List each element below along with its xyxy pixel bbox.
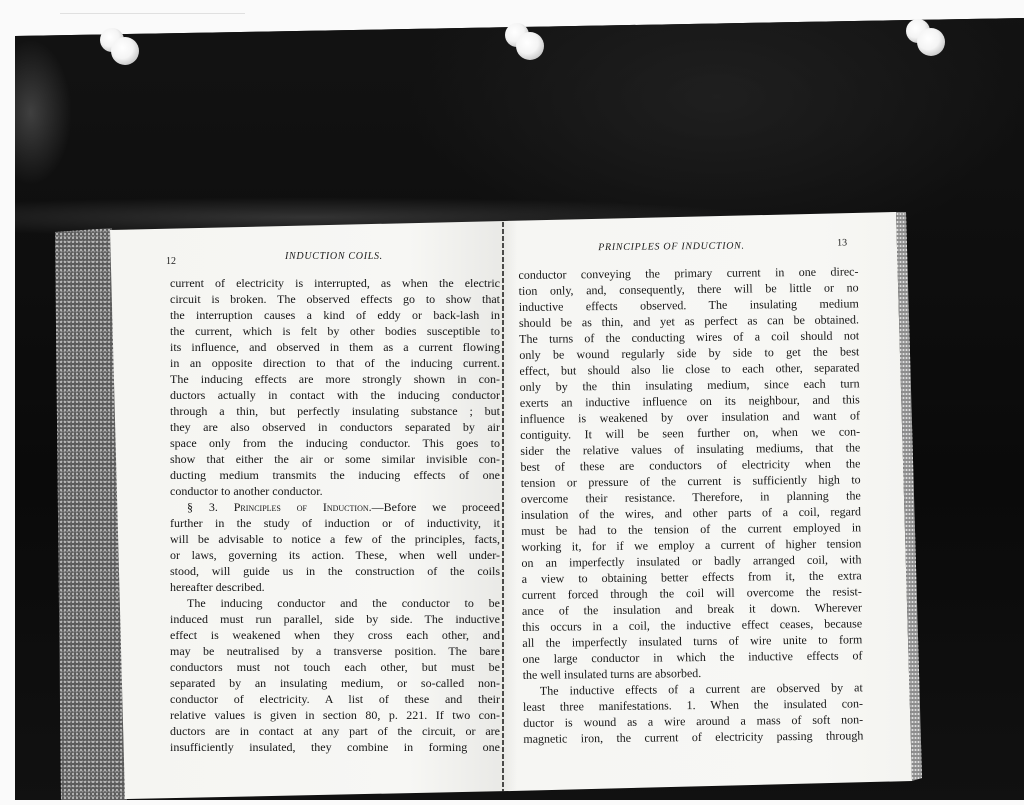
text-line: tion only, and, consequently, there will be little or no bbox=[518, 280, 859, 298]
text-line: all the imperfectly insulated turns of wire unite to form bbox=[522, 632, 863, 650]
text-line: they are also observed in conductors separated by air bbox=[170, 420, 500, 434]
text-line: The inducing conductor and the conductor to be bbox=[187, 596, 500, 610]
text-line: inductive effects observed. The insulating medium bbox=[518, 296, 859, 314]
text-line: on an imperfectly insulated or badly arranged coil, with bbox=[521, 552, 862, 570]
text-line: —Before we proceed bbox=[371, 500, 500, 514]
text-line: must be had to the tension of the current employed in bbox=[521, 520, 862, 538]
text-line: least three manifestations. 1. When the insulated con- bbox=[522, 696, 864, 714]
scan-artifact-line bbox=[60, 13, 245, 14]
page-gutter bbox=[502, 222, 504, 792]
text-line: The inducing effects are more strongly shown in con- bbox=[170, 372, 500, 386]
running-head: PRINCIPLES OF INDUCTION. bbox=[598, 240, 745, 254]
text-line: conductor to another conductor. bbox=[170, 484, 323, 498]
running-head: INDUCTION COILS. bbox=[285, 251, 383, 262]
text-line: should be as thin, and yet as perfect as can be obtained. bbox=[518, 312, 860, 330]
text-line: the interruption causes a kind of eddy or back-lash in bbox=[170, 308, 500, 322]
text-line: working it, for if we employ a current of higher tension bbox=[521, 536, 862, 554]
text-line: current of electricity is interrupted, as when the electric bbox=[170, 276, 500, 290]
text-line: will be advisable to notice a few of the principles, facts, bbox=[170, 532, 500, 546]
text-line: exerts an inductive influence on its neighbour, and this bbox=[519, 392, 860, 410]
text-line: ducting medium transmits the inducing effects of one bbox=[170, 468, 500, 482]
text-line: this occurs in a coil, the inductive effect ceases, because bbox=[522, 616, 863, 634]
section-heading-line bbox=[170, 499, 500, 515]
text-line: induced must run parallel, side by side. The inductive bbox=[170, 612, 500, 626]
text-line: circuit is broken. The observed effects go to show that bbox=[170, 292, 500, 306]
page-number: 12 bbox=[166, 256, 176, 267]
text-line: the current, which is felt by other bodies susceptible to bbox=[170, 324, 500, 338]
text-line: insufficiently insulated, they combine in forming one bbox=[170, 740, 500, 754]
text-line: hereafter described. bbox=[170, 580, 265, 594]
thumbtack-center bbox=[505, 23, 545, 63]
thumbtack-right bbox=[906, 19, 946, 59]
text-line: one large conductor in which the inductive effects of bbox=[522, 648, 863, 666]
text-line: ductors actually in contact with the inducing conductor bbox=[170, 388, 500, 402]
right-page bbox=[510, 226, 886, 770]
text-line: overcome their resistance. Therefore, in planning the bbox=[520, 488, 861, 506]
text-line: the well insulated turns are absorbed. bbox=[522, 666, 702, 682]
text-line: conductor of electricity. A list of these and their bbox=[170, 692, 500, 706]
text-line: ance of the insulation and break it down. Wherever bbox=[521, 600, 863, 618]
text-line: effect is weakened when they cross each other, and bbox=[170, 628, 500, 642]
text-line: ductor is wound as a wire around a mass of soft non- bbox=[523, 712, 864, 730]
text-line: may be neutralised by a transverse position. The bare bbox=[170, 644, 500, 658]
text-line: The turns of the conducting wires of a coil should not bbox=[519, 328, 860, 346]
text-line: tension or pressure of the current is sufficiently high to bbox=[520, 472, 861, 490]
text-line: in an opposite direction to that of the inducing current. bbox=[170, 356, 500, 370]
text-line: only by the thin insulating medium, since each turn bbox=[519, 376, 860, 394]
text-line: best of these are conductors of electricity when the bbox=[520, 456, 861, 474]
text-line: only be wound regularly side by side to get the best bbox=[519, 344, 860, 362]
text-line: show that either the air or some similar invisible con- bbox=[170, 452, 500, 466]
right-page-body bbox=[518, 263, 863, 747]
text-line: conductor conveying the primary current in one direc- bbox=[518, 264, 859, 282]
text-line: conductors must not touch each other, but must be bbox=[170, 660, 500, 674]
text-line: relative values is given in section 80, p. 221. If two con- bbox=[170, 708, 500, 722]
section-title: Principles of Induction. bbox=[233, 500, 372, 514]
text-line: The inductive effects of a current are observed by at bbox=[539, 680, 863, 698]
page-number: 13 bbox=[837, 237, 848, 249]
left-page bbox=[0, 0, 500, 754]
text-line: further in the study of induction or of inductivity, it bbox=[170, 516, 500, 530]
text-line: stood, will guide us in the construction of the coils bbox=[170, 564, 500, 578]
text-line: a view to obtaining better effects from it, the extra bbox=[521, 568, 862, 586]
text-line: sider the relative values of insulating mediums, that the bbox=[520, 440, 861, 458]
text-line: influence is weakened by over insulation and want of bbox=[519, 408, 861, 426]
text-line: or laws, governing its action. These, when well under- bbox=[170, 548, 500, 562]
section-number: § 3. bbox=[187, 500, 218, 514]
text-line: space only from the inducing conductor. This goes to bbox=[170, 436, 500, 450]
text-line: insulation of the wires, and other parts of a coil, regard bbox=[520, 504, 862, 522]
thumbtack-left bbox=[100, 28, 140, 68]
text-line: effect, but should also lie close to each other, separated bbox=[519, 360, 860, 378]
text-line: through a thin, but perfectly insulating substance ; but bbox=[170, 404, 500, 418]
text-line: ductors are in contact at any part of the circuit, or are bbox=[170, 724, 500, 738]
left-page-body bbox=[170, 275, 500, 755]
text-line: magnetic iron, the current of electricity passing through bbox=[523, 728, 864, 746]
text-line: current forced through the coil will overcome the resist- bbox=[521, 584, 862, 602]
text-line: separated by an insulating medium, or so-called non- bbox=[170, 676, 500, 690]
text-line: its influence, and observed in them as a current flowing bbox=[170, 340, 500, 354]
text-line: contiguity. It will be seen further on, when we con- bbox=[520, 424, 861, 442]
